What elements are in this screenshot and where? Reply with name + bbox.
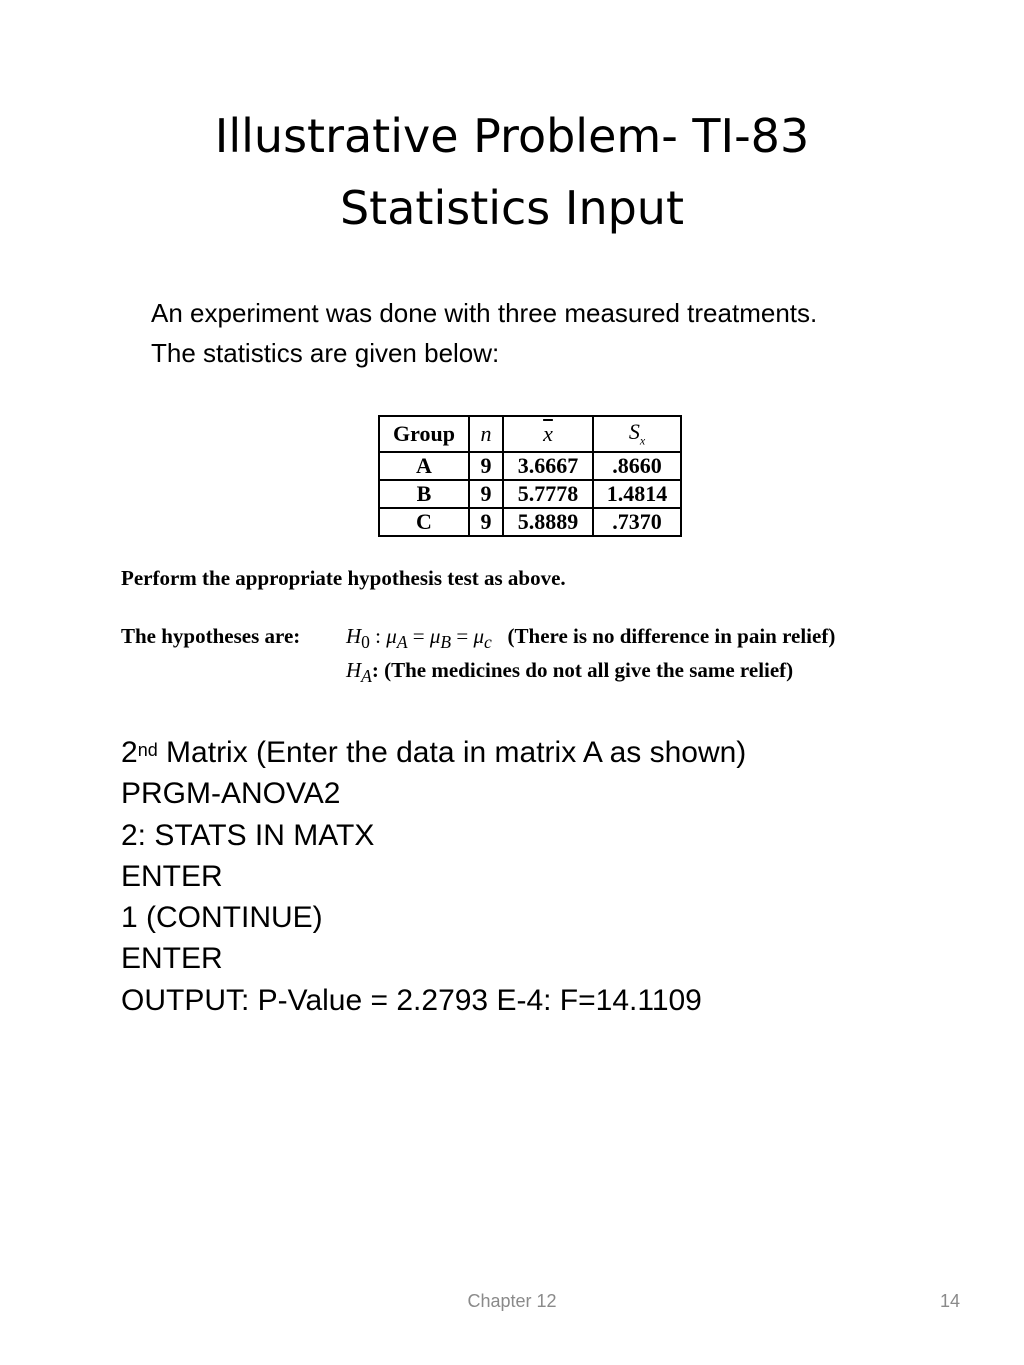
calculator-steps: [121, 732, 746, 1021]
header-sx: $S_x$: [593, 416, 681, 452]
header-xbar: $\overline{x}$: [503, 416, 593, 452]
hypotheses-label: The hypotheses are:: [121, 624, 301, 648]
intro-text: [151, 293, 817, 373]
perform-instruction: Perform the appropriate hypothesis test as above.: [121, 566, 566, 590]
table-row: [379, 480, 681, 508]
cell-group: B: [379, 480, 469, 508]
step-line: PRGM-ANOVA2: [121, 777, 341, 811]
slide-title: [0, 100, 1024, 244]
cell-sd: .7370: [593, 508, 681, 536]
table-row: [379, 452, 681, 480]
cell-group: C: [379, 508, 469, 536]
header-group: Group: [379, 416, 469, 452]
statistics-table: [378, 415, 682, 537]
intro-line-2: The statistics are given below:: [151, 338, 500, 368]
step-line: 1 (CONTINUE): [121, 901, 323, 935]
output-line: OUTPUT: P-Value = 2.2793 E-4: F=14.1109: [121, 983, 702, 1017]
cell-n: 9: [469, 508, 503, 536]
title-line-2: Statistics Input: [339, 181, 684, 235]
cell-n: 9: [469, 480, 503, 508]
table-header-row: [379, 416, 681, 452]
footer-chapter: Chapter 12: [467, 1291, 557, 1311]
cell-mean: 3.6667: [503, 452, 593, 480]
cell-mean: 5.8889: [503, 508, 593, 536]
cell-n: 9: [469, 452, 503, 480]
null-hypothesis: $H_0$ : $\mu_A = \mu_B = \mu_c$ (There is no difference in pain relief): [346, 624, 836, 653]
alternative-hypothesis: $H_A$: (The medicines do not all give the same relief): [346, 658, 794, 687]
page-number: 14: [939, 1291, 960, 1311]
cell-mean: 5.7778: [503, 480, 593, 508]
cell-sd: .8660: [593, 452, 681, 480]
step-line: ENTER: [121, 859, 223, 893]
cell-sd: 1.4814: [593, 480, 681, 508]
cell-group: A: [379, 452, 469, 480]
intro-line-1: An experiment was done with three measured treatments.: [151, 298, 818, 328]
header-n: n: [469, 416, 503, 452]
table-row: [379, 508, 681, 536]
title-line-1: Illustrative Problem- TI-83: [214, 109, 810, 163]
step-line: ENTER: [121, 942, 223, 976]
step-line: 2nd Matrix (Enter the data in matrix A as shown): [121, 736, 747, 769]
step-line: 2: STATS IN MATX: [121, 818, 375, 852]
